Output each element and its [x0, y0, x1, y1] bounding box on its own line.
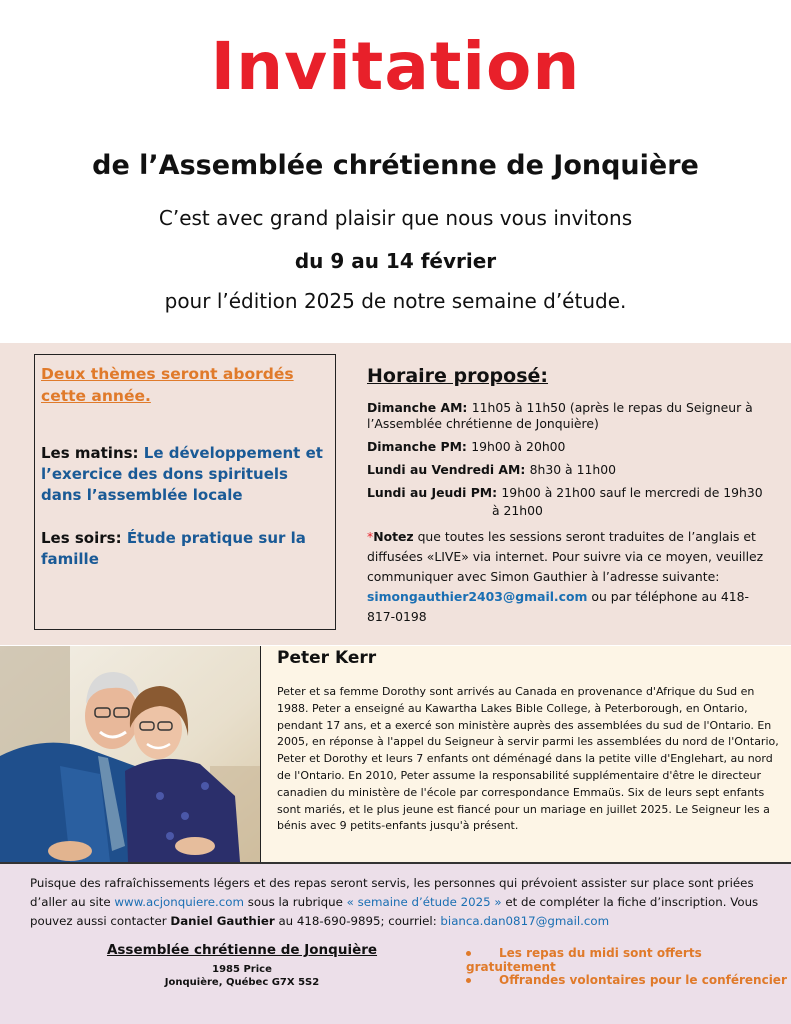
intro-line-1: C’est avec grand plaisir que nous vous invitons: [158, 206, 633, 230]
schedule-row-text: 19h00 à 20h00: [471, 439, 566, 454]
contact-email-link[interactable]: bianca.dan0817@gmail.com: [440, 914, 610, 928]
schedule-row: [367, 400, 777, 432]
footer-text-3: et de compléter la fiche d’inscription. Vous pouvez aussi contacter: [30, 895, 759, 928]
schedule-row-text: 11h05 à 11h50 (après le repas du Seigneur à l’Assemblée chrétienne de Jonquière): [367, 400, 753, 431]
bullet-dot-icon: [466, 978, 471, 983]
couple-photo-illustration: [0, 646, 260, 862]
footer-text-4: au 418-690-9895; courriel:: [274, 914, 441, 928]
intro-line-2: pour l’édition 2025 de notre semaine d’étude.: [164, 289, 627, 313]
note-star: *: [367, 529, 374, 544]
footer-text-2: sous la rubrique: [244, 895, 347, 909]
bullet-meals: [466, 946, 791, 974]
note-text-1: que toutes les sessions seront traduites de l’anglais et diffusées «LIVE» via internet. Pour suivre via ce moyen, veuillez communiquer avec Simon Gauthier à l’adresse suivante:: [367, 529, 764, 584]
org-city: Jonquière, Québec G7X 5S2: [164, 977, 320, 988]
live-note: [367, 527, 777, 627]
speaker-photo: [0, 646, 260, 862]
schedule-section: [367, 364, 777, 627]
note-text-2: ou par téléphone au 418-817-0198: [367, 589, 749, 624]
footer-text-1: Puisque des rafraîchissements légers et des repas seront servis, les personnes qui prévoient assister sur place sont priées d’aller au site: [30, 876, 754, 909]
themes-title: [41, 363, 329, 407]
theme-evening: [41, 528, 329, 570]
schedule-row-label: Lundi au Vendredi AM:: [367, 462, 530, 477]
rubric-link[interactable]: « semaine d’étude 2025 »: [346, 895, 502, 909]
schedule-row-label: Lundi au Jeudi PM:: [367, 485, 502, 500]
speaker-name: Peter Kerr: [277, 648, 377, 668]
bullet-offerings: [466, 973, 787, 987]
schedule-row-label: Dimanche PM:: [367, 439, 472, 454]
org-name: Assemblée chrétienne de Jonquière: [106, 942, 378, 958]
schedule-row-label: Dimanche AM:: [367, 400, 472, 415]
themes-title-line1: Deux thèmes seront abordés: [41, 365, 294, 383]
bullet-offerings-text: Offrandes volontaires pour le conférencier: [499, 973, 787, 987]
schedule-row: [367, 439, 777, 455]
note-email-link[interactable]: simongauthier2403@gmail.com: [367, 589, 588, 604]
note-bold: Notez: [373, 529, 414, 544]
registration-text: [30, 874, 770, 931]
org-street: 1985 Price: [212, 964, 272, 975]
theme-morning-label: Les matins:: [41, 444, 144, 462]
themes-box: [34, 354, 336, 630]
speaker-bio: Peter et sa femme Dorothy sont arrivés au Canada en provenance d'Afrique du Sud en 1988. Peter a enseigné au Kawartha Lakes Bible College, à Peterborough, en Ontario, pendant 17 ans, et a exercé son ministère auprès des assemblées du sud de l'Ontario. En 2005, en réponse à l'appel du Seigneur à servir parmi les assemblées du nord de l'Ontario, Peter et Dorothy et leurs 7 enfants ont déménagé dans la petite ville d'Englehart, au nord de l'Ontario. En 2010, Peter assume la responsabilité supplémentaire d'être le directeur canadien du ministère de l'école par correspondance Emmaüs. Six de leurs sept enfants sont mariés, et le plus jeune est fiancé pour un mariage en juillet 2025. Le Seigneur les a bénis avec 9 petits-enfants jusqu'à présent.: [277, 685, 779, 833]
theme-morning-text: Le développement et l’exercice des dons spirituels dans l’assemblée locale: [41, 444, 323, 504]
theme-morning: [41, 443, 329, 506]
theme-evening-label: Les soirs:: [41, 529, 127, 547]
event-dates: du 9 au 14 février: [294, 249, 497, 273]
schedule-row: [367, 462, 777, 478]
schedule-row-text: 19h00 à 21h00 sauf le mercredi de 19h30: [501, 485, 763, 500]
assembly-subtitle: de l’Assemblée chrétienne de Jonquière: [92, 150, 699, 181]
themes-title-line2: cette année.: [41, 387, 151, 405]
schedule-row: [367, 485, 777, 501]
contact-name: Daniel Gauthier: [170, 914, 275, 928]
invitation-title: Invitation: [210, 28, 581, 105]
bullet-meals-text: Les repas du midi sont offerts gratuitement: [466, 946, 702, 974]
schedule-row-continuation: à 21h00: [492, 503, 543, 518]
bullet-dot-icon: [466, 951, 471, 956]
schedule-title: Horaire proposé:: [367, 365, 549, 387]
site-link[interactable]: www.acjonquiere.com: [114, 895, 244, 909]
theme-evening-text: Étude pratique sur la famille: [41, 529, 306, 568]
schedule-row-text: 8h30 à 11h00: [529, 462, 616, 477]
